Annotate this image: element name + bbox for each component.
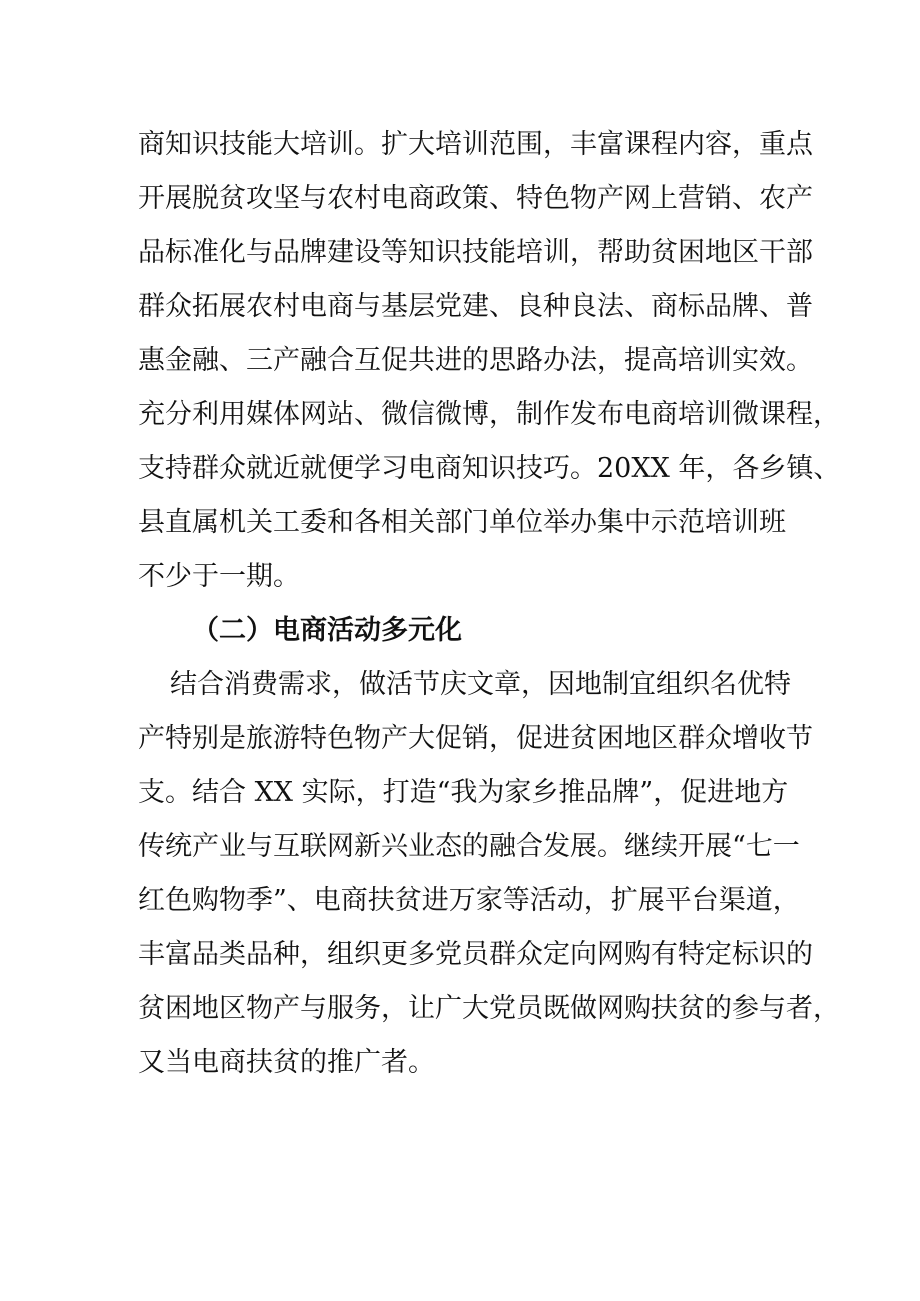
text-line: 传统产业与互联网新兴业态的融合发展。继续开展“七一 — [138, 831, 800, 862]
text-line: 开展脱贫攻坚与农村电商政策、特色物产网上营销、农产 — [138, 183, 813, 214]
paragraph-training — [138, 118, 841, 604]
text-line: 支。结合 XX 实际，打造“我为家乡推品牌”，促进地方 — [138, 777, 789, 808]
text-line: 县直属机关工委和各相关部门单位举办集中示范培训班 — [138, 507, 786, 538]
text-line: 产特别是旅游特色物产大促销，促进贫困地区群众增收节 — [138, 723, 813, 754]
text-line: 惠金融、三产融合互促共进的思路办法，提高培训实效。 — [138, 345, 813, 376]
text-line: 不少于一期。 — [138, 561, 300, 592]
text-line: 贫困地区物产与服务，让广大党员既做网购扶贫的参与者， — [138, 993, 840, 1024]
paragraph-activities — [138, 658, 840, 1090]
document-body — [138, 118, 841, 1090]
text-line: 群众拓展农村电商与基层党建、良种良法、商标品牌、普 — [138, 291, 813, 322]
text-line: 丰富品类品种，组织更多党员群众定向网购有特定标识的 — [138, 939, 813, 970]
text-line: 品标准化与品牌建设等知识技能培训，帮助贫困地区干部 — [138, 237, 813, 268]
text-line: 商知识技能大培训。扩大培训范围，丰富课程内容，重点 — [138, 129, 813, 160]
text-line: 结合消费需求，做活节庆文章，因地制宜组织名优特 — [170, 669, 791, 700]
section-heading: （二）电商活动多元化 — [192, 615, 462, 646]
text-line: 又当电商扶贫的推广者。 — [138, 1047, 435, 1078]
text-line: 红色购物季”、电商扶贫进万家等活动，扩展平台渠道， — [138, 885, 800, 916]
text-line: 充分利用媒体网站、微信微博，制作发布电商培训微课程， — [138, 399, 840, 430]
text-line: 支持群众就近就便学习电商知识技巧。20XX 年，各乡镇、 — [138, 453, 841, 484]
